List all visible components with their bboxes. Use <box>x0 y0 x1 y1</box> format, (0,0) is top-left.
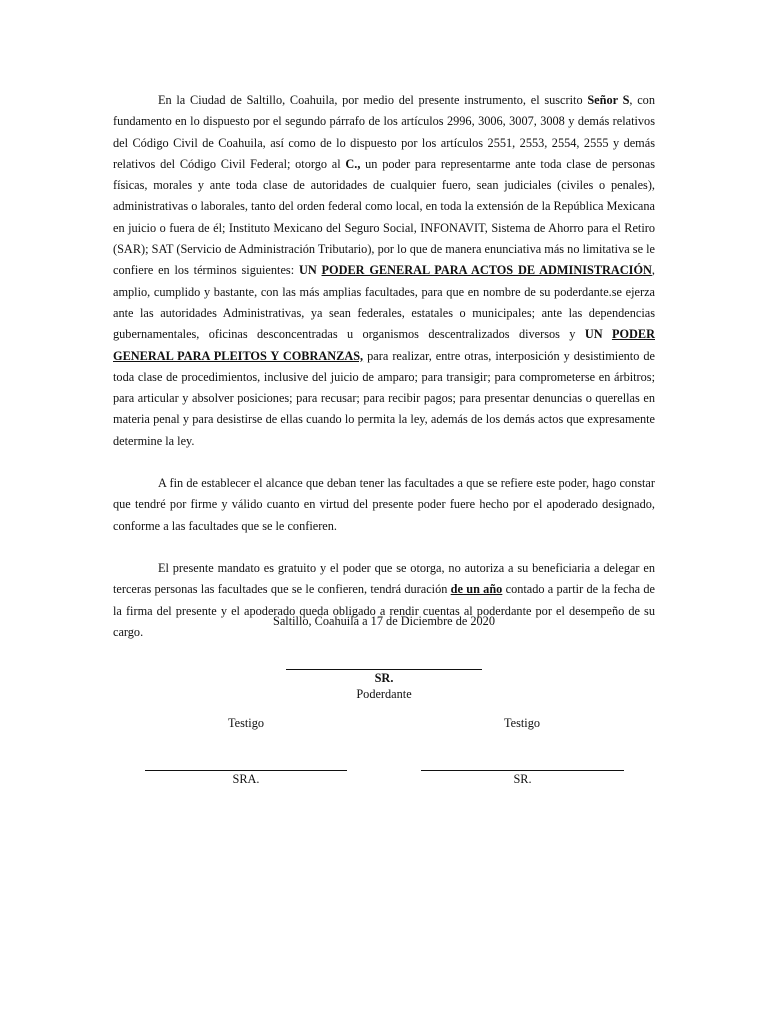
document-body <box>113 90 655 643</box>
text-segment: contado a partir de la fecha de la firma del presente y el apoderado queda obligado a rendir cuentas al poderdante por el desempeño de su cargo. <box>113 582 655 639</box>
paragraph-grant <box>113 90 655 452</box>
text-segment: , amplio, cumplido y bastante, con las más amplias facultades, para que en nombre de su poderdante.se ejerza ante las autoridades Administrativas, ya sean federales, estatales o municipales; ante las dependencias gubernamentales, oficinas desconcentradas u organismos descentralizados diversos y <box>113 263 655 342</box>
text-segment: En la Ciudad de Saltillo, Coahuila, por medio del presente instrumento, el suscrito <box>158 93 588 107</box>
text-segment: un poder para representarme ante toda clase de personas físicas, morales y ante toda clase de autoridades de cualquier fuero, sean judiciales (civiles o penales), administrativas o laborales, tanto del orden federal como local, en toda la extensión de la República Mexicana en juicio o fuera de él; Instituto Mexicano del Seguro Social, INFONAVIT, Sistema de Ahorro para el Retiro (SAR); SAT (Servicio de Administración Tributario), por lo que de manera enunciativa más no limitativa se le confiere en los términos siguientes: <box>113 156 656 278</box>
grantor-role: Poderdante <box>356 687 412 701</box>
duration-highlight: de un año <box>450 582 503 597</box>
grantor-signature-name: SR. <box>374 671 394 685</box>
text-segment: UN <box>298 263 322 278</box>
grantor-signature-line <box>286 669 482 670</box>
place-date: Saltillo, Coahuila a 17 de Diciembre de 2020 <box>273 614 495 628</box>
power-litigation-title: PODER GENERAL PARA PLEITOS Y COBRANZAS, <box>113 327 655 363</box>
paragraph-terms <box>113 558 655 643</box>
grantor-name: Señor S <box>587 93 630 107</box>
text-segment: El presente mandato es gratuito y el poder que se otorga, no autoriza a su beneficiaria a delegar en terceras personas las facultades que se le confieren, tendrá duración <box>113 560 655 597</box>
witness-right-name: SR. <box>513 772 532 786</box>
text-segment: , con fundamento en lo dispuesto por el segundo párrafo de los artículos 2996, 3006, 3007, 3008 y demás relativos del Código Civil de Coahuila, así como de lo dispuesto por los artículos 2551, 2553, 2554, 2555 y demás relativos del Código Civil Federal; otorgo al <box>113 93 655 171</box>
power-administration-title: PODER GENERAL PARA ACTOS DE ADMINISTRACIÓN <box>321 263 652 278</box>
paragraph-scope: A fin de establecer el alcance que deban tener las facultades a que se refiere este poder, hago constar que tendré por firme y válido cuanto en virtud del presente poder fuere hecho por el apoderado designado, conforme a las facultades que se le confieren. <box>113 476 655 533</box>
text-segment: para realizar, entre otras, interposición y desistimiento de toda clase de procedimientos, inclusive del juicio de amparo; para transigir; para comprometerse en árbitros; para articular y absolver posiciones; para recusar; para recibir pagos; para presentar denuncias o querellas en materia penal y para desistirse de ellas cuando lo permita la ley, además de los demás actos que expresamente determine la ley. <box>113 348 655 448</box>
attorney-name: C., <box>345 156 361 171</box>
witness-left-label: Testigo <box>227 716 265 730</box>
witness-right-label: Testigo <box>503 716 541 730</box>
witness-left-name: SRA. <box>232 772 260 786</box>
text-segment: UN <box>584 327 612 342</box>
witness-right-signature-line <box>421 770 624 771</box>
witness-left-signature-line <box>145 770 347 771</box>
